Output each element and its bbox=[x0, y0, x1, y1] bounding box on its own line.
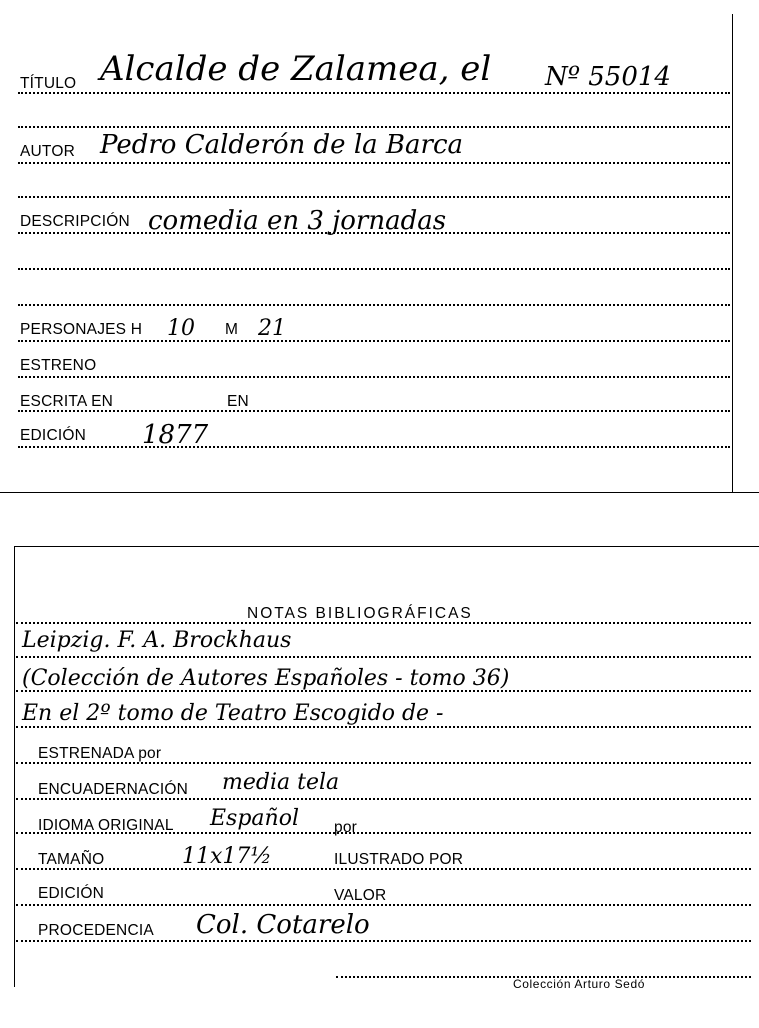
descripcion-label: DESCRIPCIÓN bbox=[20, 213, 130, 230]
top-card-line bbox=[18, 446, 730, 448]
top-card-bottom-rule bbox=[0, 492, 759, 493]
top-card-line bbox=[18, 162, 730, 164]
bottom-card-line bbox=[16, 798, 751, 800]
edicion-bottom-label: EDICIÓN bbox=[38, 885, 104, 902]
bottom-card-line bbox=[16, 762, 751, 764]
bottom-card-line bbox=[16, 656, 751, 658]
titulo-label: TÍTULO bbox=[20, 75, 77, 92]
numero-value: Nº 55014 bbox=[545, 62, 671, 92]
top-card-line bbox=[18, 196, 730, 198]
notas-line-2: (Colección de Autores Españoles - tomo 36) bbox=[22, 666, 510, 691]
encuadernacion-value: media tela bbox=[222, 770, 340, 795]
top-card-line bbox=[18, 268, 730, 270]
personajes-m-value: 21 bbox=[258, 316, 286, 341]
en-label: EN bbox=[227, 393, 249, 410]
notas-line-3: En el 2º tomo de Teatro Escogido de - bbox=[22, 701, 444, 726]
personajes-h-value: 10 bbox=[167, 316, 195, 341]
idioma-value: Español bbox=[210, 806, 299, 831]
idioma-label: IDIOMA ORIGINAL bbox=[38, 817, 174, 834]
top-card-line bbox=[18, 92, 730, 94]
descripcion-value: comedia en 3 jornadas bbox=[148, 206, 447, 236]
autor-label: AUTOR bbox=[20, 143, 75, 160]
bottom-card-line bbox=[16, 868, 751, 870]
ilustrado-label: ILUSTRADO POR bbox=[334, 851, 464, 868]
por-label: por bbox=[334, 819, 358, 836]
top-card-line bbox=[18, 340, 730, 342]
coleccion-footer: Colección Arturo Sedó bbox=[513, 977, 646, 991]
notas-label: NOTAS BIBLIOGRÁFICAS bbox=[247, 605, 473, 622]
bottom-card-line bbox=[16, 940, 751, 942]
encuadernacion-label: ENCUADERNACIÓN bbox=[38, 781, 189, 798]
top-card-line bbox=[18, 304, 730, 306]
bottom-card-line bbox=[16, 622, 751, 624]
estreno-label: ESTRENO bbox=[20, 357, 97, 374]
tamano-value: 11x17½ bbox=[182, 844, 272, 869]
autor-value: Pedro Calderón de la Barca bbox=[100, 130, 464, 160]
notas-line-1: Leipzig. F. A. Brockhaus bbox=[22, 628, 292, 653]
escrita-label: ESCRITA EN bbox=[20, 393, 114, 410]
personajes-label: PERSONAJES H bbox=[20, 321, 143, 338]
tamano-label: TAMAÑO bbox=[38, 851, 105, 868]
personajes-m-label: M bbox=[225, 321, 239, 338]
procedencia-value: Col. Cotarelo bbox=[196, 910, 370, 940]
bottom-card-line bbox=[16, 726, 751, 728]
top-card-line bbox=[18, 376, 730, 378]
bottom-card-line bbox=[16, 904, 751, 906]
top-card-line bbox=[18, 126, 730, 128]
titulo-value: Alcalde de Zalamea, el bbox=[100, 49, 492, 89]
procedencia-label: PROCEDENCIA bbox=[38, 922, 154, 939]
edicion-label: EDICIÓN bbox=[20, 427, 86, 444]
edicion-value: 1877 bbox=[142, 420, 209, 450]
top-card-line bbox=[18, 410, 730, 412]
estrenada-label: ESTRENADA por bbox=[38, 745, 162, 762]
valor-label: VALOR bbox=[334, 887, 387, 904]
